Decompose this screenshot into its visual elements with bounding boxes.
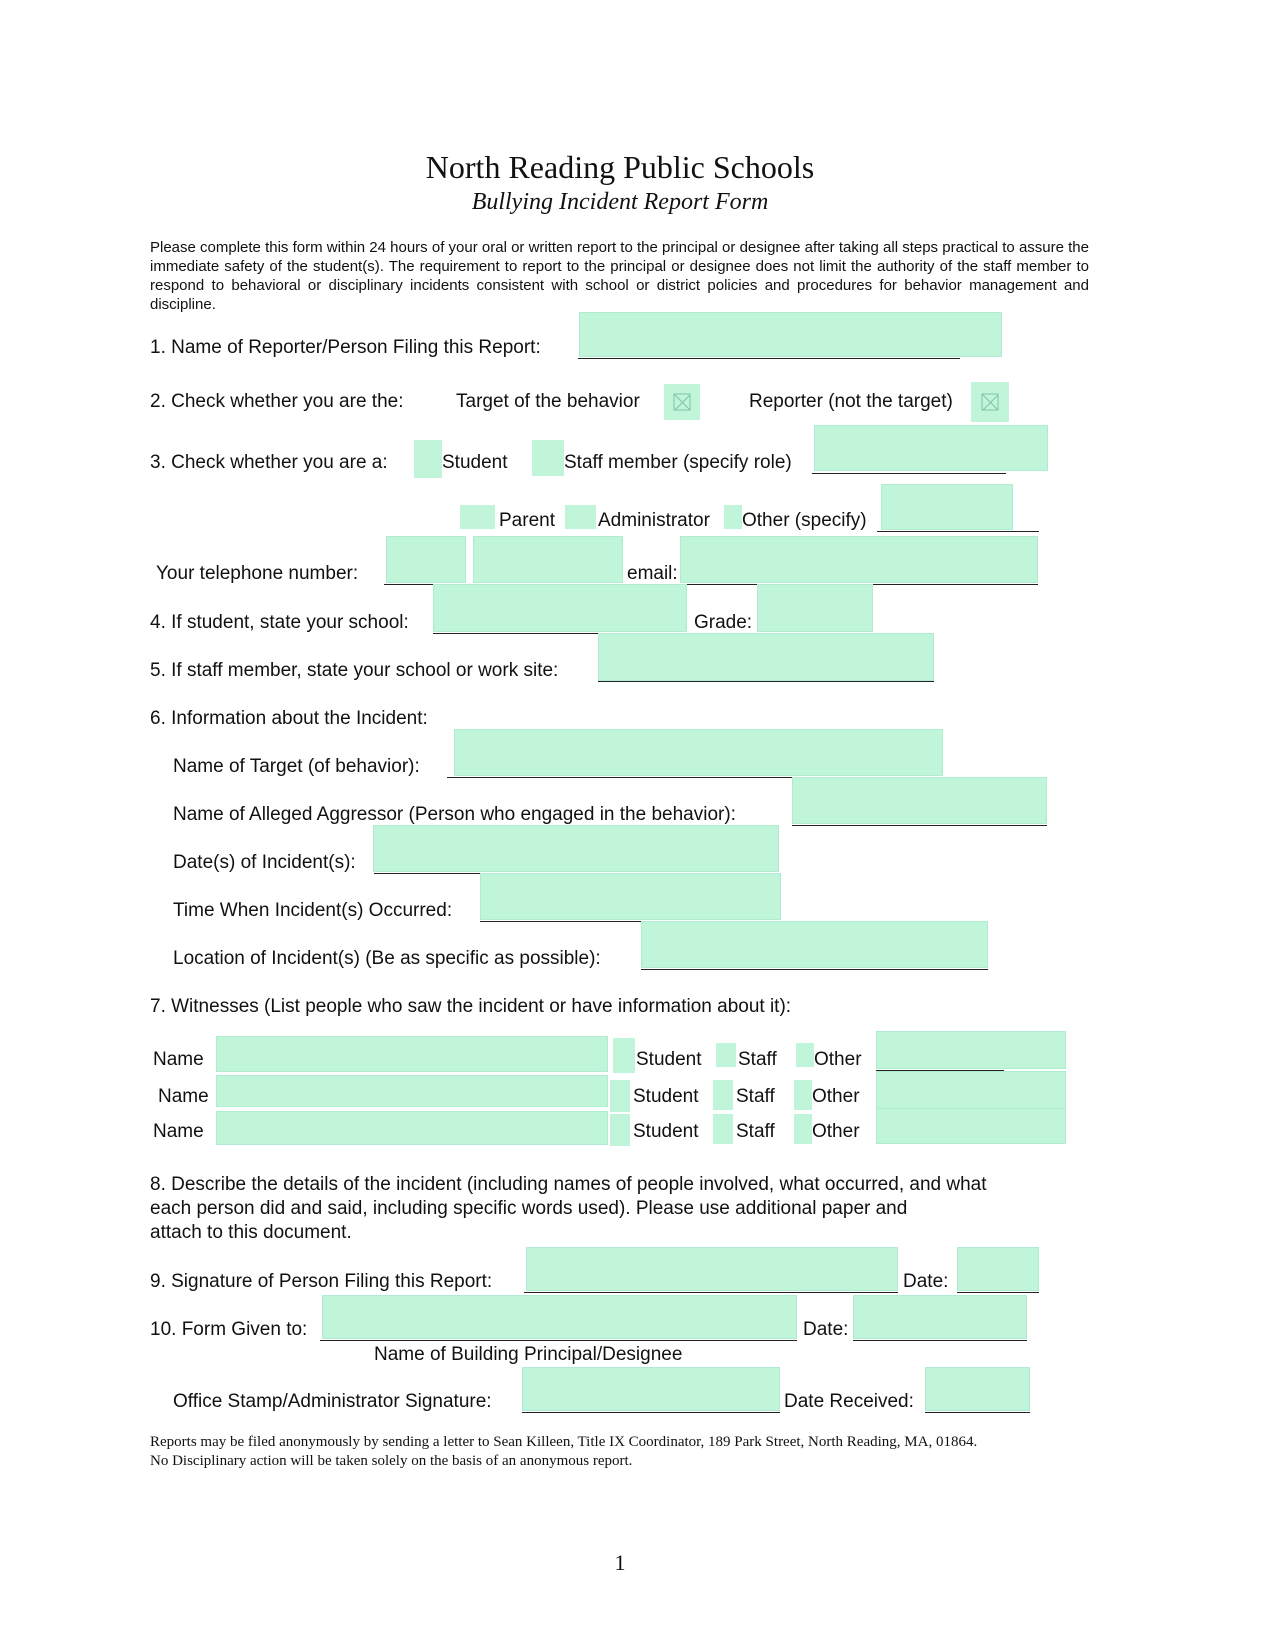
student-checkbox[interactable]	[414, 440, 442, 478]
form-given-to-field[interactable]	[322, 1295, 797, 1339]
witness-other-label: Other	[812, 1121, 860, 1142]
parent-option-label: Parent	[499, 510, 555, 531]
reporter-option-label: Reporter (not the target)	[749, 391, 953, 412]
q8-line-1: 8. Describe the details of the incident (including names of people involved, what occurred, and what	[150, 1174, 987, 1195]
signature-field[interactable]	[526, 1247, 898, 1291]
target-name-label: Name of Target (of behavior):	[173, 756, 420, 777]
work-site-field[interactable]	[598, 633, 934, 681]
witness-3-student-checkbox[interactable]	[610, 1114, 630, 1146]
form-subtitle: Bullying Incident Report Form	[471, 189, 769, 215]
witness-1-staff-checkbox[interactable]	[716, 1043, 736, 1067]
date-received-field[interactable]	[925, 1367, 1030, 1411]
q2-label: 2. Check whether you are the:	[150, 391, 404, 412]
grade-field[interactable]	[757, 584, 873, 632]
q10-date-label: Date:	[803, 1319, 849, 1340]
intro-paragraph: Please complete this form within 24 hours of your oral or written report to the principal or designee after taking all steps practical to assure the immediate safety of the student(s). The requirement to report to the principal or designee does not limit the authority of the staff member to respond to behavioral or disciplinary incidents consistent with school or district policies and procedures for behavior management and discipline.	[150, 239, 1089, 313]
target-checkbox[interactable]	[664, 384, 700, 420]
q9-date-label: Date:	[903, 1271, 949, 1292]
reporter-name-field[interactable]	[579, 312, 1002, 357]
witness-2-other-checkbox[interactable]	[794, 1080, 812, 1110]
phone-number-field[interactable]	[473, 536, 623, 583]
incident-location-label: Location of Incident(s) (Be as specific as possible):	[173, 948, 601, 969]
incident-location-field[interactable]	[641, 921, 988, 968]
witness-2-staff-checkbox[interactable]	[713, 1080, 733, 1110]
student-school-field[interactable]	[433, 584, 687, 632]
incident-dates-label: Date(s) of Incident(s):	[173, 852, 356, 873]
email-field[interactable]	[680, 536, 1038, 583]
student-option-label: Student	[442, 452, 508, 473]
other-specify-field[interactable]	[881, 484, 1013, 530]
incident-time-field[interactable]	[480, 873, 781, 920]
witness-other-label: Other	[814, 1049, 862, 1070]
target-name-field[interactable]	[454, 729, 943, 776]
footer-note	[150, 1433, 977, 1471]
q3-label: 3. Check whether you are a:	[150, 452, 388, 473]
witness-3-name-field[interactable]	[216, 1111, 608, 1145]
witness-student-label: Student	[636, 1049, 702, 1070]
reporter-checkbox[interactable]	[971, 382, 1009, 422]
office-stamp-label: Office Stamp/Administrator Signature:	[173, 1391, 492, 1412]
aggressor-name-label: Name of Alleged Aggressor (Person who engaged in the behavior):	[173, 804, 736, 825]
q5-label: 5. If staff member, state your school or work site:	[150, 660, 559, 681]
office-stamp-field[interactable]	[522, 1367, 780, 1411]
witness-student-label: Student	[633, 1121, 699, 1142]
phone-area-code-field[interactable]	[386, 536, 466, 583]
form-title: North Reading Public Schools	[425, 149, 815, 185]
incident-dates-field[interactable]	[373, 825, 779, 872]
q9-label: 9. Signature of Person Filing this Report:	[150, 1271, 493, 1292]
witness-1-student-checkbox[interactable]	[613, 1038, 635, 1073]
witness-3-other-field[interactable]	[876, 1108, 1066, 1144]
date-received-label: Date Received:	[784, 1391, 914, 1412]
q8-line-2: each person did and said, including specific words used). Please use additional paper and	[150, 1198, 908, 1219]
grade-label: Grade:	[694, 612, 753, 633]
witness-3-staff-checkbox[interactable]	[713, 1114, 733, 1144]
administrator-option-label: Administrator	[598, 510, 710, 531]
witness-1-other-field[interactable]	[876, 1031, 1066, 1069]
parent-checkbox[interactable]	[460, 505, 495, 529]
q8-line-3: attach to this document.	[150, 1222, 352, 1243]
other-option-label: Other (specify)	[742, 510, 867, 531]
footer-line-1: Reports may be filed anonymously by sending a letter to Sean Killeen, Title IX Coordinator, 189 Park Street, North Reading, MA, 01864.	[150, 1434, 978, 1450]
page-number: 1	[614, 1550, 626, 1575]
q4-label: 4. If student, state your school:	[150, 612, 409, 633]
witness-staff-label: Staff	[736, 1121, 775, 1142]
incident-time-label: Time When Incident(s) Occurred:	[173, 900, 453, 921]
email-label: email:	[627, 563, 678, 584]
witness-3-other-checkbox[interactable]	[794, 1114, 812, 1144]
staff-role-field[interactable]	[814, 425, 1048, 471]
witness-name-label: Name	[158, 1086, 209, 1107]
q7-label: 7. Witnesses (List people who saw the incident or have information about it):	[150, 996, 792, 1017]
witness-name-label: Name	[153, 1121, 204, 1142]
phone-label: Your telephone number:	[156, 563, 359, 584]
witness-name-label: Name	[153, 1049, 204, 1070]
checkbox-x-icon	[674, 394, 691, 411]
staff-checkbox[interactable]	[532, 440, 564, 476]
footer-line-2: No Disciplinary action will be taken solely on the basis of an anonymous report.	[150, 1453, 633, 1469]
q10-label: 10. Form Given to:	[150, 1319, 308, 1340]
witness-1-name-field[interactable]	[216, 1036, 608, 1072]
principal-sublabel: Name of Building Principal/Designee	[374, 1344, 683, 1365]
signature-date-field[interactable]	[957, 1247, 1039, 1291]
witness-2-name-field[interactable]	[216, 1075, 608, 1107]
witness-other-label: Other	[812, 1086, 860, 1107]
witness-staff-label: Staff	[736, 1086, 775, 1107]
aggressor-name-field[interactable]	[792, 777, 1047, 824]
administrator-checkbox[interactable]	[565, 505, 596, 529]
staff-option-label: Staff member (specify role)	[564, 452, 792, 473]
witness-student-label: Student	[633, 1086, 699, 1107]
other-checkbox[interactable]	[724, 505, 742, 529]
witness-2-other-field[interactable]	[876, 1071, 1066, 1109]
witness-2-student-checkbox[interactable]	[610, 1080, 630, 1112]
q6-label: 6. Information about the Incident:	[150, 708, 428, 729]
target-option-label: Target of the behavior	[456, 391, 640, 412]
witness-staff-label: Staff	[738, 1049, 777, 1070]
checkbox-x-icon	[982, 394, 999, 411]
form-given-date-field[interactable]	[853, 1295, 1027, 1339]
witness-1-other-checkbox[interactable]	[796, 1043, 814, 1067]
q1-label: 1. Name of Reporter/Person Filing this Report:	[150, 337, 541, 358]
